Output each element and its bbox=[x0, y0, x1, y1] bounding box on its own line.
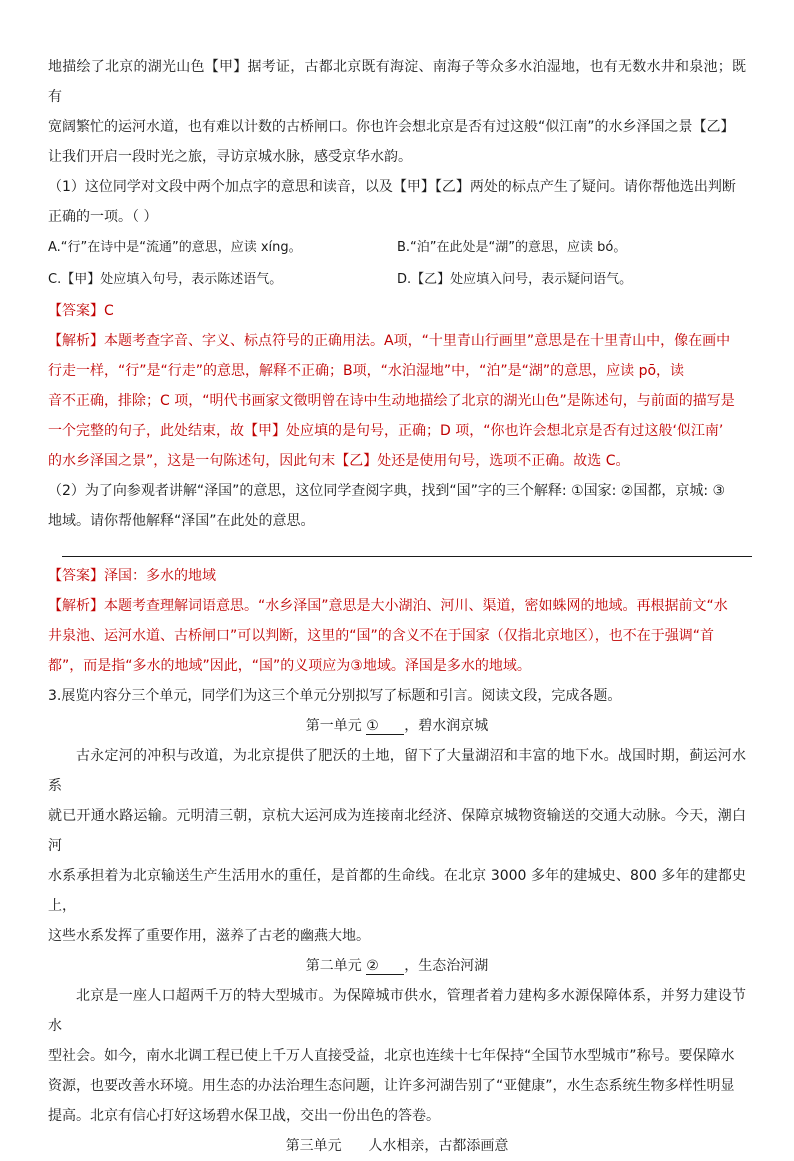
question-1-answer bbox=[48, 296, 746, 326]
question-2-analysis: 井泉池、运河水道、古桥闸口”可以判断，这里的“国”的含义不在于国家（仅指北京地区），也不在于强调“首 bbox=[48, 628, 715, 644]
intro-line: 让我们开启一段时光之旅，寻访京城水脉，感受京华水韵。 bbox=[48, 149, 412, 165]
option-a: A.“行”在诗中是“流通”的意思，应读 xíng。 bbox=[48, 240, 302, 255]
unit-1-paragraph: 水系承担着为北京输送生产生活用水的重任，是首都的生命线。在北京 3000 多年的建城史、800 多年的建都史上， bbox=[48, 868, 746, 914]
question-1-analysis bbox=[48, 326, 746, 356]
unit-3-title: 第三单元 人水相亲，古都添画意 bbox=[285, 1138, 509, 1154]
unit-title-prefix: 第一单元 bbox=[305, 718, 367, 734]
analysis-line: 本题考查字音、字义、标点符号的正确用法。A项，“十里青山行画里”意思是在十里青山中，像在画中 bbox=[104, 333, 731, 349]
question-2-stem: （2）为了向参观者讲解“泽国”的意思，这位同学查阅字典，找到“国”字的三个解释: ①国家: ②国都，京城: ③ bbox=[48, 483, 726, 499]
question-3-stem: 3.展览内容分三个单元，同学们为这三个单元分别拟写了标题和引言。阅读文段，完成各题。 bbox=[48, 688, 622, 704]
unit-2-paragraph: 北京是一座人口超两千万的特大型城市。为保障城市供水，管理者着力建构多水源保障体系，并努力建设节水 bbox=[48, 988, 746, 1034]
unit-1-paragraph: 就已开通水路运输。元明清三朝，京杭大运河成为连接南北经济、保障京城物资输送的交通大动脉。今天，潮白河 bbox=[48, 808, 746, 854]
question-2-answer bbox=[48, 561, 746, 591]
question-2-analysis bbox=[48, 591, 746, 621]
question-2-analysis: 都”，而是指“多水的地域”因此，“国”的义项应为③地域。泽国是多水的地域。 bbox=[48, 658, 531, 674]
unit-1-paragraph: 古永定河的冲积与改道，为北京提供了肥沃的土地，留下了大量湖沼和丰富的地下水。战国时期，蓟运河水系 bbox=[48, 748, 746, 794]
unit-title-suffix: ，生态治河湖 bbox=[404, 958, 489, 974]
option-d: D.【乙】处应填入问号，表示疑问语气。 bbox=[397, 272, 633, 287]
unit-2-paragraph: 型社会。如今，南水北调工程已使上千万人直接受益，北京也连续十七年保持“全国节水型城市”称号。要保障水 bbox=[48, 1048, 735, 1064]
option-c: C.【甲】处应填入句号，表示陈述语气。 bbox=[48, 272, 283, 287]
question-1-options-row bbox=[48, 232, 746, 264]
answer-tag: 【答案】 bbox=[48, 568, 104, 584]
intro-line: 宽阔繁忙的运河水道，也有难以计数的古桥闸口。你也许会想北京是否有过这般“似江南”的水乡泽国之景【乙】 bbox=[48, 119, 735, 135]
unit-1-paragraph: 这些水系发挥了重要作用，滋养了古老的幽燕大地。 bbox=[48, 928, 370, 944]
question-2-stem: 地域。请你帮他解释“泽国”在此处的意思。 bbox=[48, 513, 315, 529]
unit-2-paragraph: 提高。北京有信心打好这场碧水保卫战，交出一份出色的答卷。 bbox=[48, 1108, 440, 1124]
unit-2-title bbox=[48, 951, 746, 981]
option-b: B.“泊”在此处是“湖”的意思，应读 bó。 bbox=[397, 240, 627, 255]
unit-2-blank[interactable]: ② bbox=[366, 958, 404, 975]
intro-line: 地描绘了北京的湖光山色【甲】据考证，古都北京既有海淀、南海子等众多水泊湿地，也有无数水井和泉池；既有 bbox=[48, 59, 746, 105]
question-1-analysis: 的水乡泽国之景”，这是一句陈述句，因此句末【乙】处还是使用句号，选项不正确。故选 C。 bbox=[48, 453, 630, 469]
question-1-analysis: 一个完整的句子，此处结束，故【甲】处应填的是句号，正确；D 项，“你也许会想北京是否有过这般‘似江南’ bbox=[48, 423, 724, 439]
question-1-stem: 正确的一项。（ ） bbox=[48, 209, 158, 225]
question-1-analysis: 行走一样，“行”是“行走”的意思，解释不正确；B项，“水泊湿地”中，“泊”是“湖”的意思，应读 pō，读 bbox=[48, 363, 685, 379]
unit-1-blank[interactable]: ① bbox=[366, 718, 404, 735]
answer-text: C bbox=[104, 303, 114, 319]
answer-text: 泽国：多水的地域 bbox=[104, 568, 216, 584]
analysis-tag: 【解析】 bbox=[48, 333, 104, 349]
unit-1-title bbox=[48, 711, 746, 741]
question-1-analysis: 音不正确，排除；C 项，“明代书画家文徵明曾在诗中生动地描绘了北京的湖光山色”是陈述句，与前面的描写是 bbox=[48, 393, 735, 409]
answer-tag: 【答案】 bbox=[48, 303, 104, 319]
question-1-options-row bbox=[48, 264, 746, 296]
question-1-stem: （1）这位同学对文段中两个加点字的意思和读音，以及【甲】【乙】两处的标点产生了疑问。请你帮他选出判断 bbox=[48, 179, 736, 195]
answer-line[interactable] bbox=[62, 556, 752, 557]
unit-2-paragraph: 资源，也要改善水环境。用生态的办法治理生态问题，让许多河湖告别了“亚健康”，水生态系统生物多样性明显 bbox=[48, 1078, 735, 1094]
analysis-tag: 【解析】 bbox=[48, 598, 104, 614]
unit-title-suffix: ，碧水润京城 bbox=[404, 718, 489, 734]
unit-title-prefix: 第二单元 bbox=[305, 958, 367, 974]
analysis-line: 本题考查理解词语意思。“水乡泽国”意思是大小湖泊、河川、渠道，密如蛛网的地域。再根据前文“水 bbox=[104, 598, 728, 614]
